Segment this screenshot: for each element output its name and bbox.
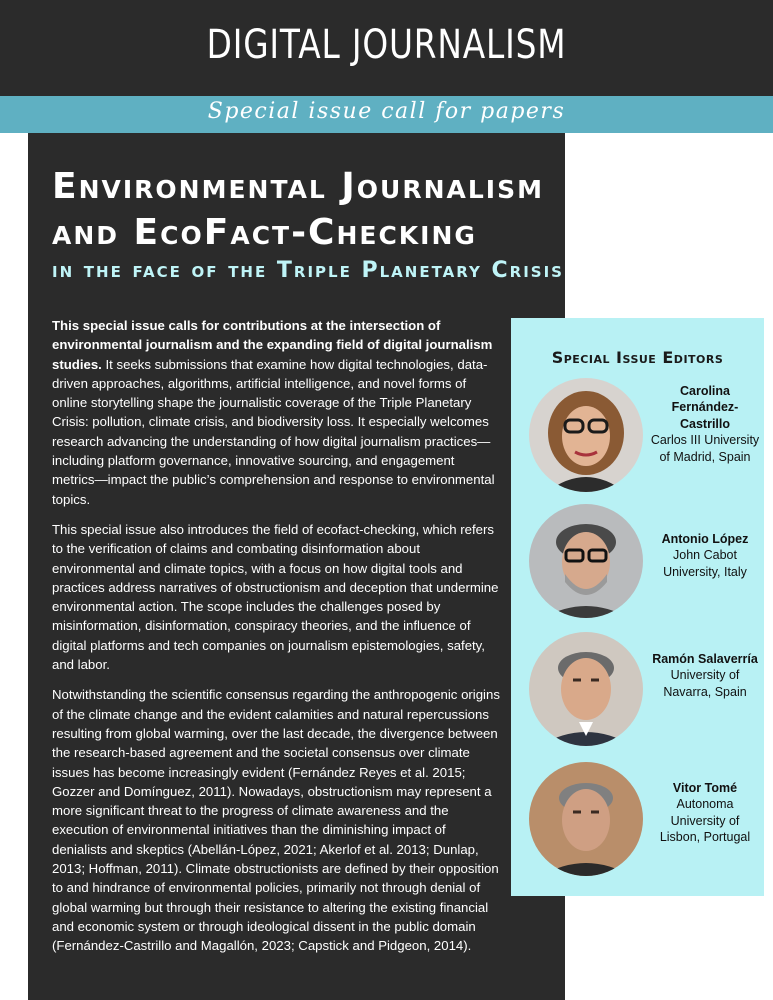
editors-heading: Special Issue Editors (551, 348, 724, 367)
banner-text: Special issue call for papers (207, 99, 566, 124)
editor-affiliation: University of Navarra, Spain (663, 668, 747, 699)
editor-photo-avatar (529, 762, 643, 876)
editor-affiliation: Autonoma University of Lisbon, Portugal (659, 797, 751, 845)
editor-name: Vitor Tomé (672, 781, 738, 795)
editor-affiliation: Carlos III University of Madrid, Spain (650, 433, 760, 464)
editor-card (511, 504, 764, 624)
header-bar (0, 0, 773, 96)
editor-name: Antonio López (661, 532, 749, 546)
paragraph-2: This special issue also introduces the field of ecofact-checking, which refers to the verification of claims and combating disinformation about environmental and climate topics, with a focus on how digital tools and practices address narratives of obstructionism and deception that undermine environmental action. The scope includes the challenges posed by misinformation, disinformation, conspiracy theories, and the influence of digital platforms and tech companies on journalism epistemologies, safety, and labor. (52, 521, 499, 673)
editor-name: Carolina Fernández-Castrillo (671, 384, 739, 431)
journal-title: DIGITAL JOURNALISM (206, 22, 567, 68)
editors-box (511, 318, 764, 896)
editor-photo-avatar (529, 378, 643, 492)
paragraph-1 (52, 316, 500, 509)
editor-info (649, 383, 761, 465)
editor-photo-avatar (529, 504, 643, 618)
issue-title-line-1: Environmental Journalism (52, 166, 544, 207)
editor-card (511, 762, 764, 882)
editor-info (649, 651, 761, 700)
issue-subtitle: in the face of the Triple Planetary Crisis (52, 258, 564, 283)
editor-photo-avatar (529, 632, 643, 746)
editor-info (649, 531, 761, 580)
call-for-papers-banner (0, 96, 773, 133)
paragraph-1-rest: It seeks submissions that examine how digital technologies, data-driven approaches, algorithms, artificial intelligence, and novel forms of online storytelling shape the journalistic coverage of the Triple Planetary Crisis: pollution, climate crisis, and biodiversity loss. It especially welcomes research advancing the understanding of how digital journalism practices—including platform governance, innovative sourcing, and engagement metrics—impact the public’s comprehension and response to environmental topics. (52, 356, 495, 507)
paragraph-1-lead: This special issue calls for contributions at the intersection of environmental journalism and the expanding field of digital journalism studies. (52, 318, 493, 372)
editor-name: Ramón Salaverría (652, 652, 758, 666)
editor-card (511, 378, 764, 498)
body-text (52, 316, 500, 967)
issue-title-line-2: and EcoFact-Checking (52, 212, 477, 253)
editor-info (649, 780, 761, 846)
editor-card (511, 632, 764, 752)
paragraph-3: Notwithstanding the scientific consensus regarding the anthropogenic origins of the climate change and the evident calamities and natural repercussions resulting from global warming, over the last decade, the divergence between the research-based agreement and the societal consensus over climate issues has become increasingly evident (Fernández Reyes et al. 2015; Gozzer and Domínguez, 2011). Nowadays, obstructionism may represent a more significant threat to the progress of climate awareness and the execution of environmental initiatives than the diminishing impact of denialists and skeptics (Abellán-López, 2021; Akerlof et al. 2013; Dunlap, 2013; Hoffman, 2011). Climate obstructionists are defined by their opposition to and hindrance of environmental policies, primarily not through denial of global warming but through their resistance to altering the existing financial and economic system or through ideological dissent in the public domain (Fernández-Castrillo and Magallón, 2023; Capstick and Pidgeon, 2014). (52, 687, 500, 954)
editor-affiliation: John Cabot University, Italy (663, 548, 747, 579)
